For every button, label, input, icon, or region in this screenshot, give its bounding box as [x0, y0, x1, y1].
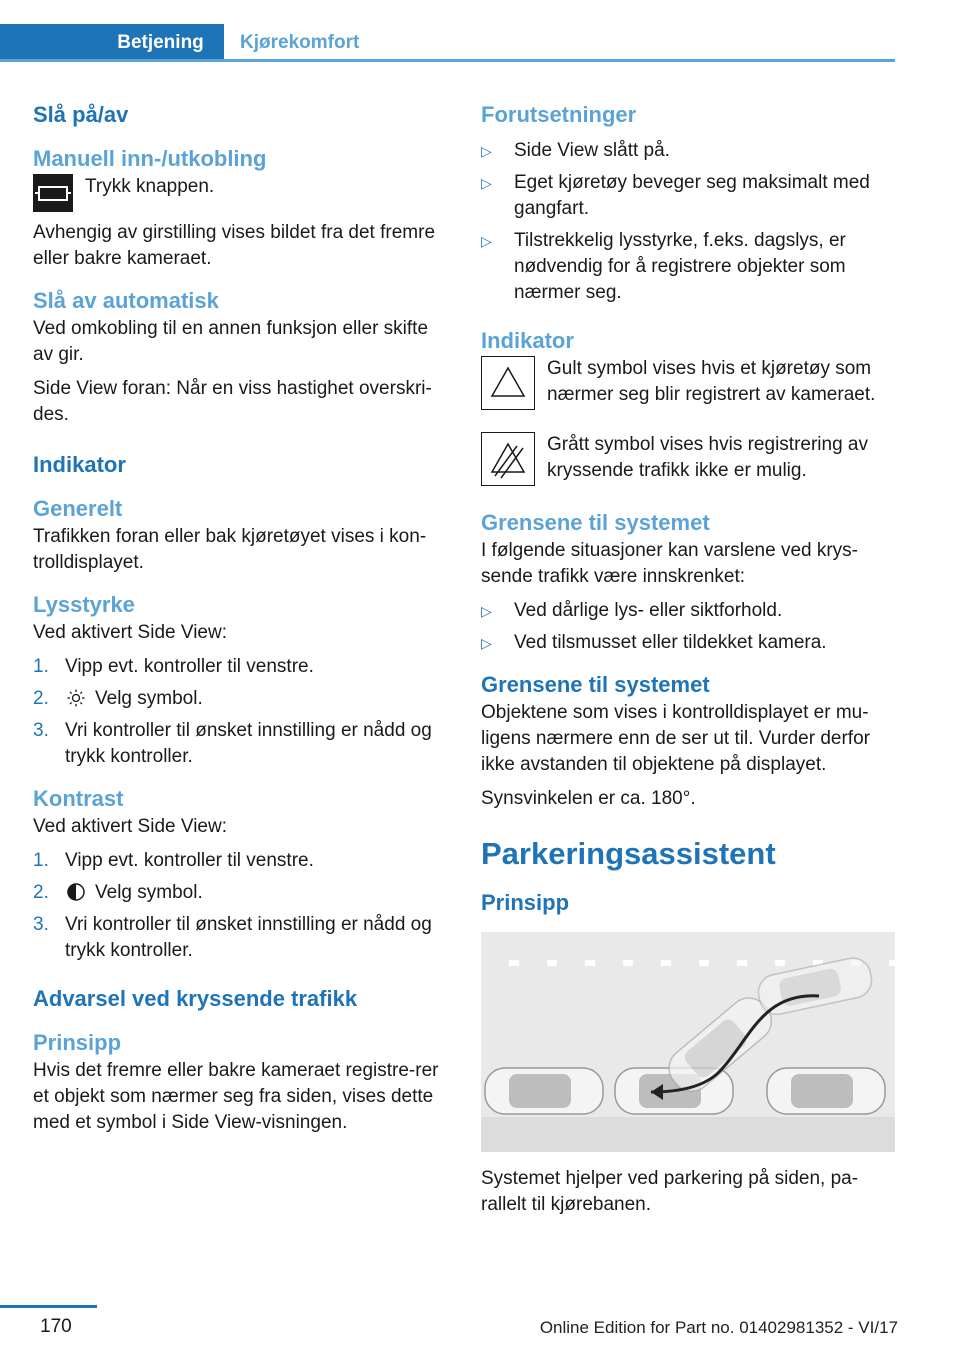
side-view-button-icon [33, 174, 73, 212]
brightness-icon [65, 689, 87, 707]
lysstyrke-steps [33, 654, 453, 770]
list-item: ▷ Ved dårlige lys- eller siktforhold. [481, 598, 895, 624]
triangle-bullet-icon: ▷ [481, 175, 492, 191]
heading-grensene-1: Grensene til systemet [481, 510, 710, 535]
heading-forutsetninger: Forutsetninger [481, 102, 637, 127]
heading-advarsel: Advarsel ved kryssende trafikk [33, 986, 358, 1011]
gult-text: Gult symbol vises hvis et kjøretøy som nærmer seg blir registrert av kameraet. [547, 358, 876, 405]
hvis-text: Hvis det fremre eller bakre kameraet registre-rer et objekt som nærmer seg fra siden, vises dette med et symbol i Side View-visningen. [33, 1060, 439, 1133]
warning-triangle-icon [481, 356, 535, 410]
list-item: 1. Vipp evt. kontroller til venstre. [33, 656, 314, 677]
right-column [481, 100, 895, 1218]
tab-betjening[interactable]: Betjening [97, 24, 224, 62]
triangle-bullet-icon: ▷ [481, 143, 492, 159]
heading-indikator-right: Indikator [481, 328, 574, 353]
heading-kontrast: Kontrast [33, 786, 124, 811]
trykk-text: Trykk knappen. [85, 176, 215, 197]
list-item: ▷ Eget kjøretøy beveger seg maksimalt med gangfart. [481, 170, 895, 222]
heading-manuell: Manuell inn-/utkobling [33, 146, 267, 171]
parking-illustration [481, 932, 895, 1152]
ved-aktivert-2: Ved aktivert Side View: [33, 816, 227, 837]
triangle-bullet-icon: ▷ [481, 603, 492, 619]
list-item: ▷ Side View slått på. [481, 138, 895, 164]
heading-prinsipp-left: Prinsipp [33, 1030, 122, 1055]
ved-omkobling-text: Ved omkobling til en annen funksjon eller skifte av gir. [33, 318, 429, 365]
header-rule [0, 59, 895, 62]
heading-sla-pa-av: Slå på/av [33, 102, 129, 127]
heading-grensene-2: Grensene til systemet [481, 672, 710, 697]
triangle-bullet-icon: ▷ [481, 635, 492, 651]
contrast-icon [65, 883, 87, 901]
objektene-text: Objektene som vises i kontrolldisplayet er mu-ligens nærmere enn de ser ut til. Vurder derfor ikke avstanden til objektene på displayet. [481, 702, 870, 775]
footer-rule [0, 1305, 97, 1308]
list-item: 2. Velg symbol. [33, 882, 203, 903]
grensene-list [481, 598, 895, 656]
list-item: 1. Vipp evt. kontroller til venstre. [33, 850, 314, 871]
synsvinkelen-text: Synsvinkelen er ca. 180°. [481, 788, 696, 809]
manuell-row [33, 174, 453, 212]
forutsetninger-list [481, 138, 895, 306]
warning-triangle-crossed-icon [481, 432, 535, 486]
header-bar [0, 0, 895, 62]
tab-kjorekomfort[interactable]: Kjørekomfort [240, 32, 360, 53]
heading-sla-av-auto: Slå av automatisk [33, 288, 219, 313]
heading-indikator-left: Indikator [33, 452, 126, 477]
left-column [33, 100, 453, 1136]
header-tab-spacer [0, 24, 97, 62]
trafikken-text: Trafikken foran eller bak kjøretøyet vises i kon-trolldisplayet. [33, 526, 427, 573]
avhengig-text: Avhengig av girstilling vises bildet fra det fremre eller bakre kameraet. [33, 222, 436, 269]
gult-row [481, 356, 895, 410]
list-item: 3. Vri kontroller til ønsket innstilling er nådd og trykk kontroller. [33, 914, 432, 961]
side-view-text: Side View foran: Når en viss hastighet overskri-des. [33, 378, 432, 425]
heading-parkeringsassistent: Parkeringsassistent [481, 836, 776, 871]
gratt-row [481, 432, 895, 486]
heading-prinsipp-right: Prinsipp [481, 890, 570, 915]
kontrast-steps [33, 848, 453, 964]
list-item: ▷ Ved tilsmusset eller tildekket kamera. [481, 630, 895, 656]
ved-aktivert-1: Ved aktivert Side View: [33, 622, 227, 643]
systemet-text: Systemet hjelper ved parkering på siden, pa-rallelt til kjørebanen. [481, 1168, 859, 1215]
parking-illustration-svg [481, 932, 895, 1152]
list-item: 2. Velg symbol. [33, 688, 203, 709]
folgende-text: I følgende situasjoner kan varslene ved krys-sende trafikk være innskrenket: [481, 540, 859, 587]
triangle-bullet-icon: ▷ [481, 233, 492, 249]
edition-text: Online Edition for Part no. 01402981352 - VI/17 [539, 1318, 898, 1337]
list-item: ▷ Tilstrekkelig lysstyrke, f.eks. dagslys, er nødvendig for å registrere objekter som nærmer seg. [481, 228, 895, 306]
list-item: 3. Vri kontroller til ønsket innstilling er nådd og trykk kontroller. [33, 720, 432, 767]
heading-lysstyrke: Lysstyrke [33, 592, 135, 617]
gratt-text: Grått symbol vises hvis registrering av kryssende trafikk ikke er mulig. [547, 434, 868, 481]
heading-generelt: Generelt [33, 496, 123, 521]
page-number: 170 [40, 1316, 72, 1337]
